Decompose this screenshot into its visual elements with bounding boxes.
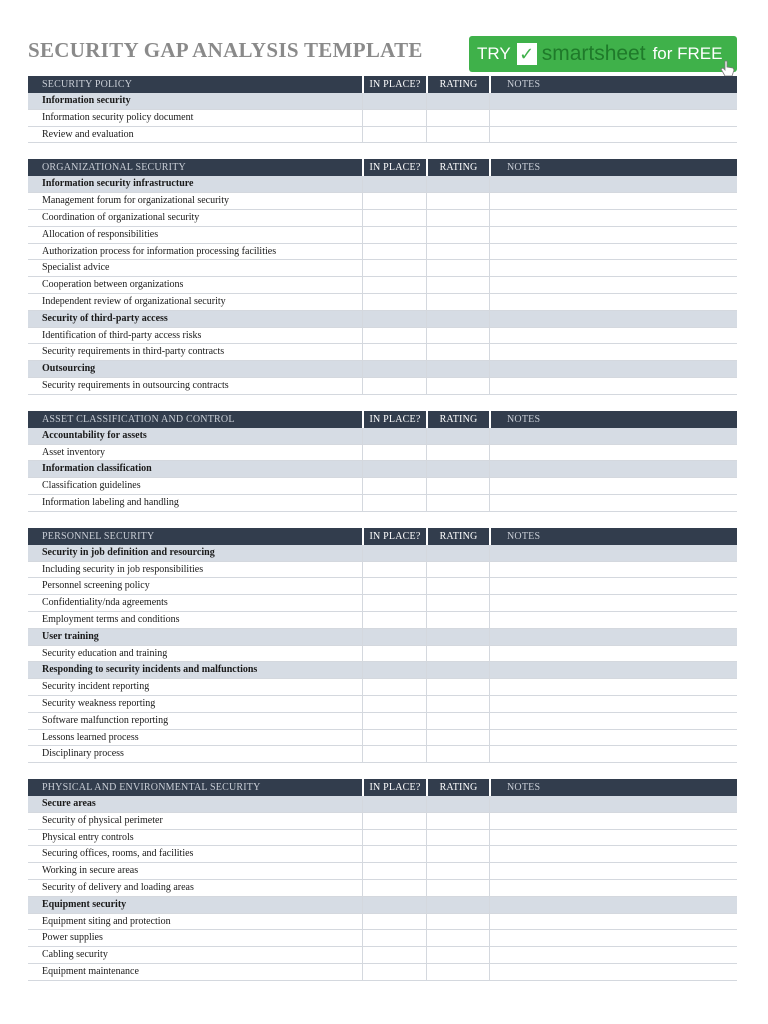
notes-cell[interactable] <box>489 176 737 192</box>
col-in-place-header: IN PLACE? <box>362 411 426 428</box>
rating-cell[interactable] <box>426 277 489 293</box>
rating-cell[interactable] <box>426 914 489 930</box>
col-in-place-header: IN PLACE? <box>362 76 426 93</box>
section-title: ASSET CLASSIFICATION AND CONTROL <box>42 413 235 425</box>
table-row <box>28 964 737 981</box>
rating-cell[interactable] <box>426 93 489 109</box>
notes-cell[interactable] <box>489 193 737 209</box>
notes-cell[interactable] <box>489 696 737 712</box>
rating-cell[interactable] <box>426 378 489 394</box>
notes-cell[interactable] <box>489 947 737 963</box>
table-row <box>28 914 737 931</box>
notes-cell[interactable] <box>489 461 737 477</box>
notes-cell[interactable] <box>489 562 737 578</box>
section-title: ORGANIZATIONAL SECURITY <box>42 162 186 174</box>
table-row <box>28 260 737 277</box>
row-label: Cooperation between organizations <box>42 279 184 291</box>
row-label: Disciplinary process <box>42 748 124 760</box>
row-label: Confidentiality/nda agreements <box>42 597 168 609</box>
row-label: Security of delivery and loading areas <box>42 882 194 894</box>
table-row <box>28 880 737 897</box>
section-header <box>28 411 737 428</box>
in-place-cell[interactable] <box>362 294 426 310</box>
notes-cell[interactable] <box>489 110 737 126</box>
rating-cell[interactable] <box>426 344 489 360</box>
col-in-place-header: IN PLACE? <box>362 159 426 176</box>
table-row <box>28 730 737 747</box>
in-place-cell[interactable] <box>362 110 426 126</box>
col-notes-header: NOTES <box>489 779 737 796</box>
table-row <box>28 495 737 512</box>
in-place-cell[interactable] <box>362 679 426 695</box>
in-place-cell[interactable] <box>362 846 426 862</box>
row-label: Information security infrastructure <box>42 178 194 190</box>
row-label: Review and evaluation <box>42 128 134 140</box>
section-header <box>28 528 737 545</box>
row-label: Securing offices, rooms, and facilities <box>42 848 194 860</box>
notes-cell[interactable] <box>489 210 737 226</box>
notes-cell[interactable] <box>489 294 737 310</box>
in-place-cell[interactable] <box>362 545 426 561</box>
row-label: Coordination of organizational security <box>42 211 200 223</box>
notes-cell[interactable] <box>489 495 737 511</box>
col-rating-header: RATING <box>426 159 489 176</box>
page-title: SECURITY GAP ANALYSIS TEMPLATE <box>28 38 423 62</box>
col-notes-header: NOTES <box>489 528 737 545</box>
table-row <box>28 947 737 964</box>
rating-cell[interactable] <box>426 260 489 276</box>
in-place-cell[interactable] <box>362 478 426 494</box>
table-row <box>28 227 737 244</box>
row-label: Information security <box>42 95 131 106</box>
in-place-cell[interactable] <box>362 378 426 394</box>
notes-cell[interactable] <box>489 730 737 746</box>
rating-cell[interactable] <box>426 830 489 846</box>
in-place-cell[interactable] <box>362 830 426 846</box>
notes-cell[interactable] <box>489 646 737 662</box>
notes-cell[interactable] <box>489 445 737 461</box>
checkmark-icon: ✓ <box>517 43 537 65</box>
in-place-cell[interactable] <box>362 914 426 930</box>
row-label: Employment terms and conditions <box>42 613 180 625</box>
section-personnel-security <box>28 528 737 763</box>
rating-cell[interactable] <box>426 328 489 344</box>
rating-cell[interactable] <box>426 880 489 896</box>
in-place-cell[interactable] <box>362 629 426 645</box>
notes-cell[interactable] <box>489 127 737 143</box>
section-asset-classification-and-control <box>28 411 737 512</box>
row-label: Responding to security incidents and malfunctions <box>42 664 258 676</box>
table-row <box>28 578 737 595</box>
row-label: Security requirements in third-party contracts <box>42 346 225 358</box>
row-label: Security weakness reporting <box>42 697 156 709</box>
in-place-cell[interactable] <box>362 796 426 812</box>
rating-cell[interactable] <box>426 545 489 561</box>
notes-cell[interactable] <box>489 612 737 628</box>
rating-cell[interactable] <box>426 746 489 762</box>
table-row <box>28 746 737 763</box>
row-label: Physical entry controls <box>42 831 134 843</box>
row-label: Information classification <box>42 463 152 475</box>
notes-cell[interactable] <box>489 713 737 729</box>
row-label: Working in secure areas <box>42 865 139 877</box>
rating-cell[interactable] <box>426 796 489 812</box>
rating-cell[interactable] <box>426 846 489 862</box>
rating-cell[interactable] <box>426 361 489 377</box>
in-place-cell[interactable] <box>362 277 426 293</box>
notes-cell[interactable] <box>489 746 737 762</box>
notes-cell[interactable] <box>489 244 737 260</box>
col-notes-header: NOTES <box>489 411 737 428</box>
rating-cell[interactable] <box>426 863 489 879</box>
rating-cell[interactable] <box>426 461 489 477</box>
notes-cell[interactable] <box>489 897 737 913</box>
rating-cell[interactable] <box>426 210 489 226</box>
notes-cell[interactable] <box>489 930 737 946</box>
in-place-cell[interactable] <box>362 461 426 477</box>
table-row <box>28 846 737 863</box>
subheader-row <box>28 461 737 478</box>
table-row <box>28 277 737 294</box>
row-label: Authorization process for information processing facilities <box>42 245 277 257</box>
row-label: Equipment maintenance <box>42 966 139 978</box>
notes-cell[interactable] <box>489 662 737 678</box>
in-place-cell[interactable] <box>362 646 426 662</box>
notes-cell[interactable] <box>489 93 737 109</box>
table-row <box>28 328 737 345</box>
rating-cell[interactable] <box>426 495 489 511</box>
subheader-row <box>28 545 737 562</box>
table-row <box>28 930 737 947</box>
in-place-cell[interactable] <box>362 428 426 444</box>
col-in-place-header: IN PLACE? <box>362 779 426 796</box>
notes-cell[interactable] <box>489 846 737 862</box>
rating-cell[interactable] <box>426 244 489 260</box>
table-row <box>28 562 737 579</box>
row-label: Security incident reporting <box>42 681 150 693</box>
row-label: Asset inventory <box>42 446 106 458</box>
in-place-cell[interactable] <box>362 662 426 678</box>
in-place-cell[interactable] <box>362 746 426 762</box>
rating-cell[interactable] <box>426 646 489 662</box>
in-place-cell[interactable] <box>362 344 426 360</box>
row-label: Lessons learned process <box>42 731 139 743</box>
subheader-row <box>28 176 737 193</box>
in-place-cell[interactable] <box>362 930 426 946</box>
table-row <box>28 679 737 696</box>
subheader-row <box>28 428 737 445</box>
col-rating-header: RATING <box>426 76 489 93</box>
cta-free-label: for FREE <box>652 44 723 63</box>
in-place-cell[interactable] <box>362 193 426 209</box>
notes-cell[interactable] <box>489 277 737 293</box>
in-place-cell[interactable] <box>362 176 426 192</box>
notes-cell[interactable] <box>489 880 737 896</box>
notes-cell[interactable] <box>489 344 737 360</box>
col-in-place-header: IN PLACE? <box>362 528 426 545</box>
try-smartsheet-button[interactable] <box>469 36 737 72</box>
notes-cell[interactable] <box>489 378 737 394</box>
table-row <box>28 713 737 730</box>
in-place-cell[interactable] <box>362 947 426 963</box>
notes-cell[interactable] <box>489 428 737 444</box>
section-title: SECURITY POLICY <box>42 79 133 90</box>
rating-cell[interactable] <box>426 662 489 678</box>
row-label: Classification guidelines <box>42 480 141 492</box>
notes-cell[interactable] <box>489 545 737 561</box>
cta-brand-label: smartsheet <box>541 42 646 65</box>
col-rating-header: RATING <box>426 411 489 428</box>
in-place-cell[interactable] <box>362 328 426 344</box>
rating-cell[interactable] <box>426 629 489 645</box>
in-place-cell[interactable] <box>362 713 426 729</box>
in-place-cell[interactable] <box>362 127 426 143</box>
rating-cell[interactable] <box>426 696 489 712</box>
in-place-cell[interactable] <box>362 210 426 226</box>
rating-cell[interactable] <box>426 294 489 310</box>
row-label: Identification of third-party access risks <box>42 329 202 341</box>
in-place-cell[interactable] <box>362 93 426 109</box>
section-title: PERSONNEL SECURITY <box>42 530 155 542</box>
rating-cell[interactable] <box>426 428 489 444</box>
row-label: Information labeling and handling <box>42 496 179 508</box>
rating-cell[interactable] <box>426 679 489 695</box>
row-label: Information security policy document <box>42 111 194 123</box>
rating-cell[interactable] <box>426 964 489 980</box>
section-header <box>28 779 737 796</box>
rating-cell[interactable] <box>426 445 489 461</box>
row-label: Outsourcing <box>42 363 96 375</box>
section-physical-and-environmental-security <box>28 779 737 981</box>
in-place-cell[interactable] <box>362 311 426 327</box>
section-header <box>28 76 737 93</box>
table-row <box>28 830 737 847</box>
cta-try-label: TRY <box>477 44 511 63</box>
table-row <box>28 344 737 361</box>
notes-cell[interactable] <box>489 478 737 494</box>
rating-cell[interactable] <box>426 478 489 494</box>
in-place-cell[interactable] <box>362 260 426 276</box>
table-row <box>28 813 737 830</box>
col-rating-header: RATING <box>426 779 489 796</box>
notes-cell[interactable] <box>489 361 737 377</box>
notes-cell[interactable] <box>489 328 737 344</box>
row-label: Specialist advice <box>42 262 110 274</box>
table-row <box>28 595 737 612</box>
table-row <box>28 696 737 713</box>
table-row <box>28 294 737 311</box>
subheader-row <box>28 361 737 378</box>
row-label: Power supplies <box>42 932 103 944</box>
table-row <box>28 378 737 395</box>
row-label: Accountability for assets <box>42 429 147 441</box>
notes-cell[interactable] <box>489 964 737 980</box>
notes-cell[interactable] <box>489 629 737 645</box>
table-row <box>28 127 737 144</box>
gap-analysis-table <box>28 76 737 997</box>
table-row <box>28 210 737 227</box>
rating-cell[interactable] <box>426 930 489 946</box>
rating-cell[interactable] <box>426 227 489 243</box>
in-place-cell[interactable] <box>362 562 426 578</box>
subheader-row <box>28 662 737 679</box>
subheader-row <box>28 629 737 646</box>
row-label: Management forum for organizational security <box>42 195 229 207</box>
row-label: Equipment siting and protection <box>42 915 171 927</box>
in-place-cell[interactable] <box>362 696 426 712</box>
rating-cell[interactable] <box>426 110 489 126</box>
row-label: Security education and training <box>42 647 168 659</box>
rating-cell[interactable] <box>426 562 489 578</box>
table-row <box>28 478 737 495</box>
rating-cell[interactable] <box>426 311 489 327</box>
row-label: Security of third-party access <box>42 312 168 324</box>
notes-cell[interactable] <box>489 260 737 276</box>
col-notes-header: NOTES <box>489 76 737 93</box>
notes-cell[interactable] <box>489 578 737 594</box>
row-label: Security of physical perimeter <box>42 814 163 826</box>
subheader-row <box>28 897 737 914</box>
in-place-cell[interactable] <box>362 227 426 243</box>
subheader-row <box>28 796 737 813</box>
rating-cell[interactable] <box>426 595 489 611</box>
section-title: PHYSICAL AND ENVIRONMENTAL SECURITY <box>42 782 261 794</box>
table-row <box>28 646 737 663</box>
notes-cell[interactable] <box>489 863 737 879</box>
row-label: Independent review of organizational security <box>42 295 226 307</box>
row-label: Personnel screening policy <box>42 580 150 592</box>
row-label: Software malfunction reporting <box>42 714 169 726</box>
rating-cell[interactable] <box>426 193 489 209</box>
rating-cell[interactable] <box>426 947 489 963</box>
notes-cell[interactable] <box>489 813 737 829</box>
in-place-cell[interactable] <box>362 244 426 260</box>
row-label: Cabling security <box>42 949 108 961</box>
notes-cell[interactable] <box>489 595 737 611</box>
in-place-cell[interactable] <box>362 730 426 746</box>
in-place-cell[interactable] <box>362 813 426 829</box>
row-label: User training <box>42 630 99 642</box>
rating-cell[interactable] <box>426 176 489 192</box>
row-label: Including security in job responsibilities <box>42 563 204 575</box>
subheader-row <box>28 93 737 110</box>
row-label: Equipment security <box>42 898 127 910</box>
rating-cell[interactable] <box>426 813 489 829</box>
table-row <box>28 612 737 629</box>
row-label: Allocation of responsibilities <box>42 228 159 240</box>
notes-cell[interactable] <box>489 914 737 930</box>
section-header <box>28 159 737 176</box>
in-place-cell[interactable] <box>362 880 426 896</box>
table-row <box>28 244 737 261</box>
rating-cell[interactable] <box>426 612 489 628</box>
col-notes-header: NOTES <box>489 159 737 176</box>
notes-cell[interactable] <box>489 227 737 243</box>
rating-cell[interactable] <box>426 713 489 729</box>
in-place-cell[interactable] <box>362 361 426 377</box>
table-row <box>28 863 737 880</box>
notes-cell[interactable] <box>489 679 737 695</box>
in-place-cell[interactable] <box>362 495 426 511</box>
in-place-cell[interactable] <box>362 897 426 913</box>
notes-cell[interactable] <box>489 830 737 846</box>
in-place-cell[interactable] <box>362 445 426 461</box>
subheader-row <box>28 311 737 328</box>
section-organizational-security <box>28 159 737 394</box>
in-place-cell[interactable] <box>362 595 426 611</box>
in-place-cell[interactable] <box>362 612 426 628</box>
in-place-cell[interactable] <box>362 863 426 879</box>
in-place-cell[interactable] <box>362 964 426 980</box>
table-row <box>28 193 737 210</box>
in-place-cell[interactable] <box>362 578 426 594</box>
col-rating-header: RATING <box>426 528 489 545</box>
rating-cell[interactable] <box>426 730 489 746</box>
notes-cell[interactable] <box>489 796 737 812</box>
row-label: Secure areas <box>42 798 96 810</box>
notes-cell[interactable] <box>489 311 737 327</box>
table-row <box>28 445 737 462</box>
rating-cell[interactable] <box>426 897 489 913</box>
rating-cell[interactable] <box>426 578 489 594</box>
table-row <box>28 110 737 127</box>
row-label: Security in job definition and resourcing <box>42 546 215 558</box>
section-security-policy <box>28 76 737 143</box>
row-label: Security requirements in outsourcing contracts <box>42 379 229 391</box>
rating-cell[interactable] <box>426 127 489 143</box>
